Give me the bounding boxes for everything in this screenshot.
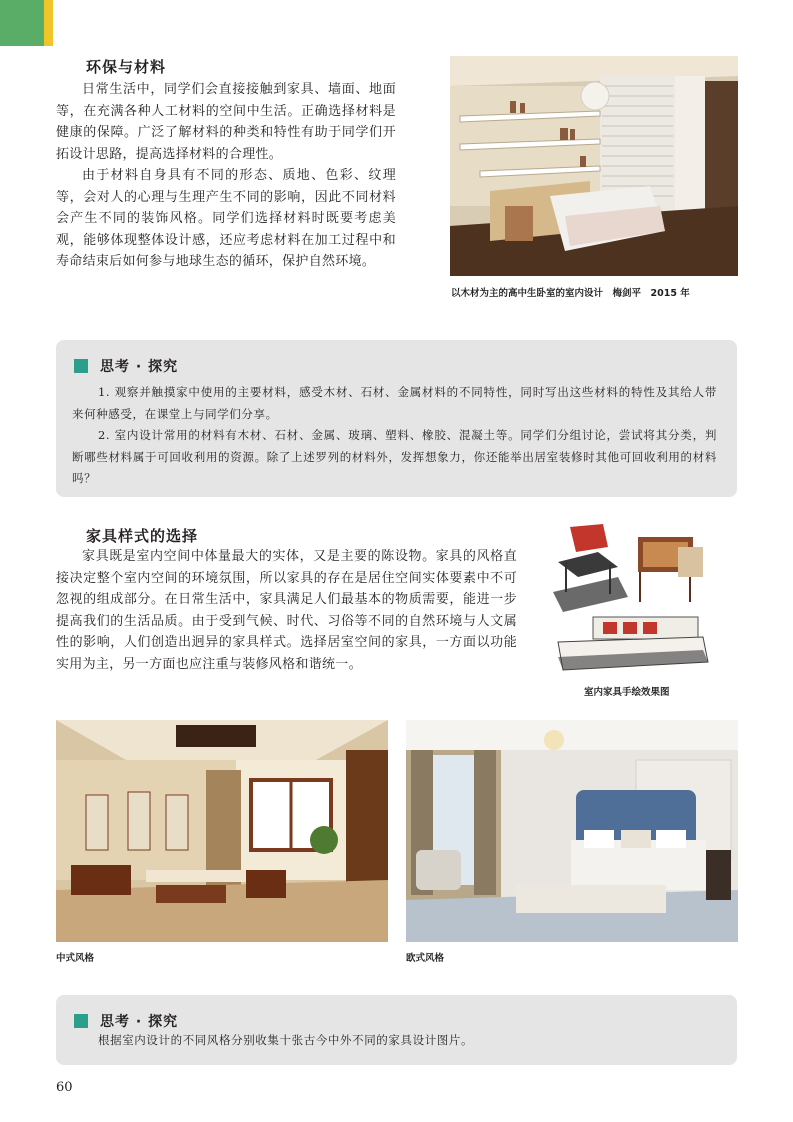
think-explore-body <box>72 1030 717 1052</box>
think-explore-header <box>74 1011 178 1031</box>
european-style-caption: 欧式风格 <box>406 953 445 964</box>
think-explore-box-2 <box>56 995 737 1065</box>
chinese-style-caption: 中式风格 <box>56 953 95 964</box>
think-explore-box-1 <box>56 340 737 497</box>
chinese-style-photo <box>56 720 388 942</box>
furniture-sketch-caption: 室内家具手绘效果图 <box>584 687 670 698</box>
corner-tab-green <box>0 0 44 46</box>
paragraph: 日常生活中，同学们会直接接触到家具、墙面、地面等，在充满各种人工材料的空间中生活。正确选择材料是健康的保障。广泛了解材料的种类和特性有助于同学们开拓设计思路，提高选择材料的合理性。 <box>56 82 396 162</box>
think-item: 根据室内设计的不同风格分别收集十张古今中外不同的家具设计图片。 <box>98 1033 474 1047</box>
square-marker-icon <box>74 1014 88 1028</box>
section-furniture-text <box>56 546 517 675</box>
think-explore-title: 思考 · 探究 <box>100 1014 179 1030</box>
section-title-materials: 环保与材料 <box>86 58 167 76</box>
page-number: 60 <box>56 1080 73 1095</box>
furniture-sketch-image <box>548 522 716 678</box>
think-item: 2. 室内设计常用的材料有木材、石材、金属、玻璃、塑料、橡胶、混凝土等。同学们分组讨论，尝试将其分类，判断哪些材料属于可回收利用的资源。除了上述罗列的材料外，发挥想象力，你还能举出居室装修时其他可回收利用的材料吗？ <box>72 428 717 485</box>
bedroom-photo-caption: 以木材为主的高中生卧室的室内设计 梅剑平 2015 年 <box>451 288 690 299</box>
bedroom-photo <box>450 56 738 276</box>
paragraph: 由于材料自身具有不同的形态、质地、色彩、纹理等，会对人的心理与生理产生不同的影响，因此不同材料会产生不同的装饰风格。同学们选择材料时既要考虑美观，能够体现整体设计感，还应考虑材料在加工过程中和寿命结束后如何参与地球生态的循环，保护自然环境。 <box>56 168 396 269</box>
paragraph: 家具既是室内空间中体量最大的实体，又是主要的陈设物。家具的风格直接决定整个室内空间的环境氛围，所以家具的存在是居住空间实体要素中不可忽视的组成部分。在日常生活中，家具满足人们最基本的物质需要，能进一步提高我们的生活品质。由于受到气候、时代、习俗等不同的自然环境与人文属性的影响，人们创造出迥异的家具样式。选择居室空间的家具，一方面以功能实用为主，另一方面也应注重与装修风格和谐统一。 <box>56 549 517 672</box>
section-title-furniture: 家具样式的选择 <box>86 527 199 545</box>
think-item: 1. 观察并触摸家中使用的主要材料，感受木材、石材、金属材料的不同特性，同时写出这些材料的特性及其给人带来何种感受，在课堂上与同学们分享。 <box>72 385 717 421</box>
think-explore-header <box>74 356 178 376</box>
think-explore-title: 思考 · 探究 <box>100 359 179 375</box>
section-materials-text <box>56 79 396 273</box>
square-marker-icon <box>74 359 88 373</box>
corner-tab-yellow <box>44 0 53 46</box>
european-style-photo <box>406 720 738 942</box>
think-explore-body <box>72 382 717 490</box>
